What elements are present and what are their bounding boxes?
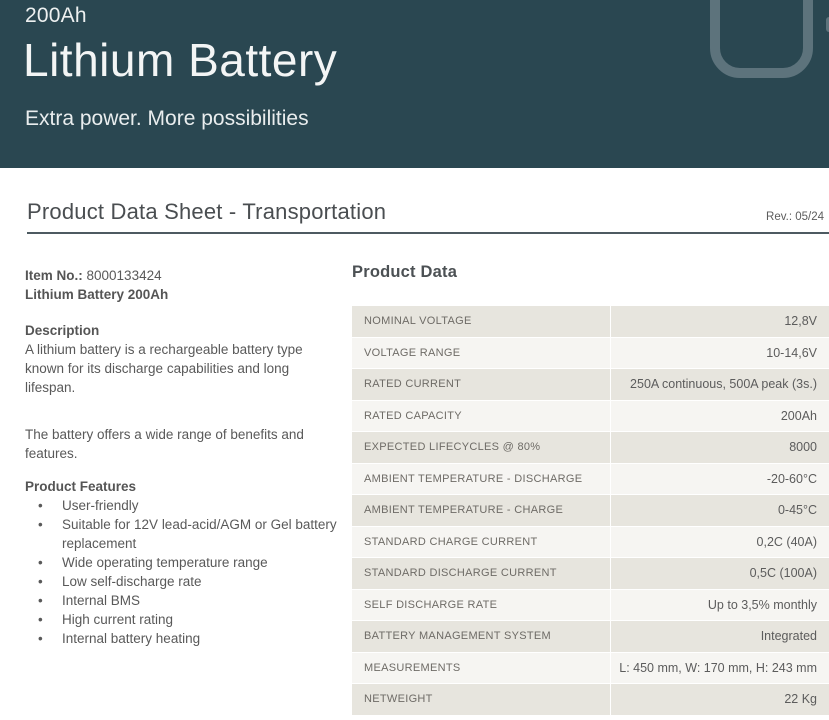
revision-label: Rev.: 05/24 [766,211,824,223]
spec-label: NETWEIGHT [352,684,610,715]
spec-value: 12,8V [611,306,829,337]
table-row [352,369,829,400]
spec-label: RATED CURRENT [352,369,610,400]
spec-value: 0,5C (100A) [611,558,829,589]
table-row [352,432,829,463]
features-list [25,496,341,648]
spec-label: AMBIENT TEMPERATURE - CHARGE [352,495,610,526]
spec-label: EXPECTED LIFECYCLES @ 80% [352,432,610,463]
spec-value: Integrated [611,621,829,652]
feature-item: • Low self-discharge rate [25,572,341,591]
benefits-text: The battery offers a wide range of benefits and features. [25,427,304,461]
feature-item: • Suitable for 12V lead-acid/AGM or Gel battery replacement [25,515,341,553]
table-row [352,464,829,495]
spec-value: 0-45°C [611,495,829,526]
info-column [25,266,341,648]
spec-label: BATTERY MANAGEMENT SYSTEM [352,621,610,652]
product-data-table [352,306,829,715]
spec-label: SELF DISCHARGE RATE [352,590,610,621]
spec-label: NOMINAL VOLTAGE [352,306,610,337]
page-subtitle: Extra power. More possibilities [25,107,309,130]
spec-value: L: 450 mm, W: 170 mm, H: 243 mm [611,653,829,684]
item-name: Lithium Battery 200Ah [25,287,169,302]
features-heading: Product Features [25,479,137,494]
table-row [352,401,829,432]
features-block [25,477,341,648]
spec-value: 8000 [611,432,829,463]
item-number-value: 8000133424 [82,268,162,283]
description-text: A lithium battery is a rechargeable battery type known for its discharge capabilities and long lifespan. [25,342,303,395]
feature-item: • Wide operating temperature range [25,553,341,572]
feature-item: • Internal BMS [25,591,341,610]
spec-label: RATED CAPACITY [352,401,610,432]
product-data-section [352,263,829,716]
product-data-heading: Product Data [352,263,458,281]
spec-label: VOLTAGE RANGE [352,338,610,369]
table-row [352,621,829,652]
spec-value: 200Ah [611,401,829,432]
feature-item: • User-friendly [25,496,341,515]
spec-label: STANDARD CHARGE CURRENT [352,527,610,558]
spec-label: AMBIENT TEMPERATURE - DISCHARGE [352,464,610,495]
feature-item: • High current rating [25,610,341,629]
spec-value: 250A continuous, 500A peak (3s.) [611,369,829,400]
battery-outline-icon [710,0,813,78]
description-block [25,321,341,397]
spec-label: STANDARD DISCHARGE CURRENT [352,558,610,589]
table-row [352,306,829,337]
page-title: Lithium Battery [23,34,338,86]
spec-value: -20-60°C [611,464,829,495]
description-heading: Description [25,323,100,338]
item-number-label: Item No.: [25,268,83,283]
benefits-block [25,425,341,463]
table-row [352,653,829,684]
header-banner [0,0,829,168]
capacity-badge: 200Ah [25,4,87,27]
title-divider [27,232,829,234]
table-row [352,338,829,369]
table-row [352,684,829,715]
table-row [352,495,829,526]
item-block [25,266,341,304]
item-number-line [25,266,341,285]
spec-value: Up to 3,5% monthly [611,590,829,621]
feature-item: • Internal battery heating [25,629,341,648]
spec-value: 10-14,6V [611,338,829,369]
spec-label: MEASUREMENTS [352,653,610,684]
table-row [352,558,829,589]
spec-value: 0,2C (40A) [611,527,829,558]
document-title: Product Data Sheet - Transportation [27,199,387,224]
table-row [352,527,829,558]
spec-value: 22 Kg [611,684,829,715]
table-row [352,590,829,621]
